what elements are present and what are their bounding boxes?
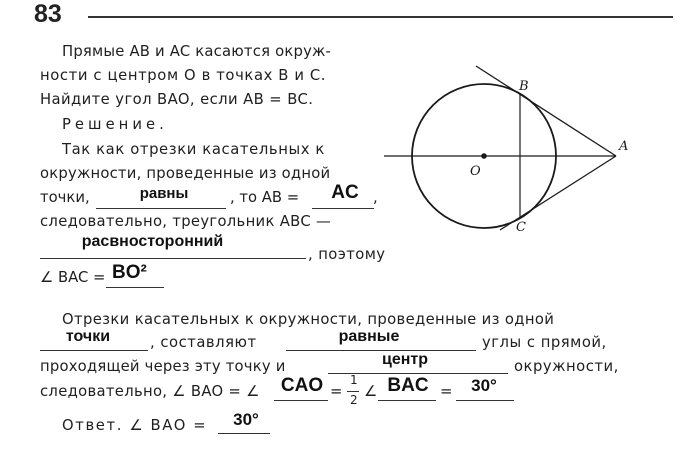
label-b: B — [519, 79, 529, 94]
geometry-figure — [380, 60, 640, 260]
label-c: C — [516, 220, 526, 235]
p1-line-1: Так как отрезки касательных к — [62, 141, 325, 158]
p1-line-2: окружности, проведенные из одной — [40, 165, 331, 182]
blank-ac — [312, 208, 374, 209]
page-number: 83 — [34, 0, 62, 28]
answer-30-b: 30° — [233, 410, 259, 429]
p2-half-bar — [347, 391, 359, 392]
p1-line-5b: , поэтому — [308, 246, 386, 263]
p2-line-3a: проходящей через эту точку и — [40, 358, 286, 375]
p2-line-1: Отрезки касательных к окружности, проведенные из одной — [62, 311, 555, 328]
answer-bac: BAC — [387, 375, 429, 396]
answer-ac: AC — [331, 182, 359, 203]
blank-bac — [378, 400, 436, 401]
p2-line-3b: окружности, — [514, 358, 619, 375]
problem-line-1: Прямые AB и AC касаются окруж- — [62, 43, 332, 60]
p2-eq-2: = — [440, 383, 453, 400]
blank-30-a — [456, 400, 514, 401]
answer-bac-value: BO² — [112, 262, 147, 283]
center-point — [481, 153, 487, 159]
p1-line-4: следовательно, треугольник ABC — — [40, 213, 332, 230]
blank-ravny — [96, 208, 226, 209]
p1-comma: , — [373, 189, 378, 206]
p1-line-3a: точки, — [40, 189, 90, 206]
answer-30-a: 30° — [471, 376, 497, 395]
p2-line-2c: углы с прямой, — [482, 334, 607, 351]
tangent-ac — [500, 156, 616, 230]
blank-triangle-type — [40, 258, 306, 259]
top-rule — [88, 16, 673, 18]
answer-triangle-type: расвносторонний — [81, 233, 224, 250]
problem-line-2: ности с центром O в точках B и C. — [40, 67, 327, 84]
solution-heading: Решение. — [62, 116, 168, 133]
p2-eq-1: = — [330, 383, 343, 400]
p2-half-num: 1 — [350, 373, 358, 387]
label-a: A — [619, 139, 629, 154]
p1-line-6a: ∠ BAC = — [40, 269, 106, 286]
problem-line-3: Найдите угол BAO, если AB = BC. — [40, 91, 314, 108]
blank-bac-value — [106, 287, 164, 288]
answer-label: Ответ. ∠ BAO = — [62, 417, 208, 434]
label-o: O — [470, 164, 481, 179]
tangent-ab — [476, 66, 616, 156]
answer-centr: центр — [381, 351, 428, 368]
p2-half-den: 2 — [350, 393, 358, 407]
p2-line-4a: следовательно, ∠ BAO = ∠ — [40, 383, 260, 400]
p1-line-3b: , то AB = — [230, 189, 300, 206]
blank-cao — [274, 400, 328, 401]
blank-tochki — [40, 350, 148, 351]
p2-angle-sign: ∠ — [364, 383, 378, 400]
answer-ravnye: равные — [338, 328, 400, 345]
blank-30-b — [218, 433, 270, 434]
answer-ravny: равны — [139, 185, 189, 202]
answer-tochki: точки — [65, 328, 111, 345]
p2-line-2b: , составляют — [150, 334, 257, 351]
answer-cao: CAO — [280, 375, 324, 396]
